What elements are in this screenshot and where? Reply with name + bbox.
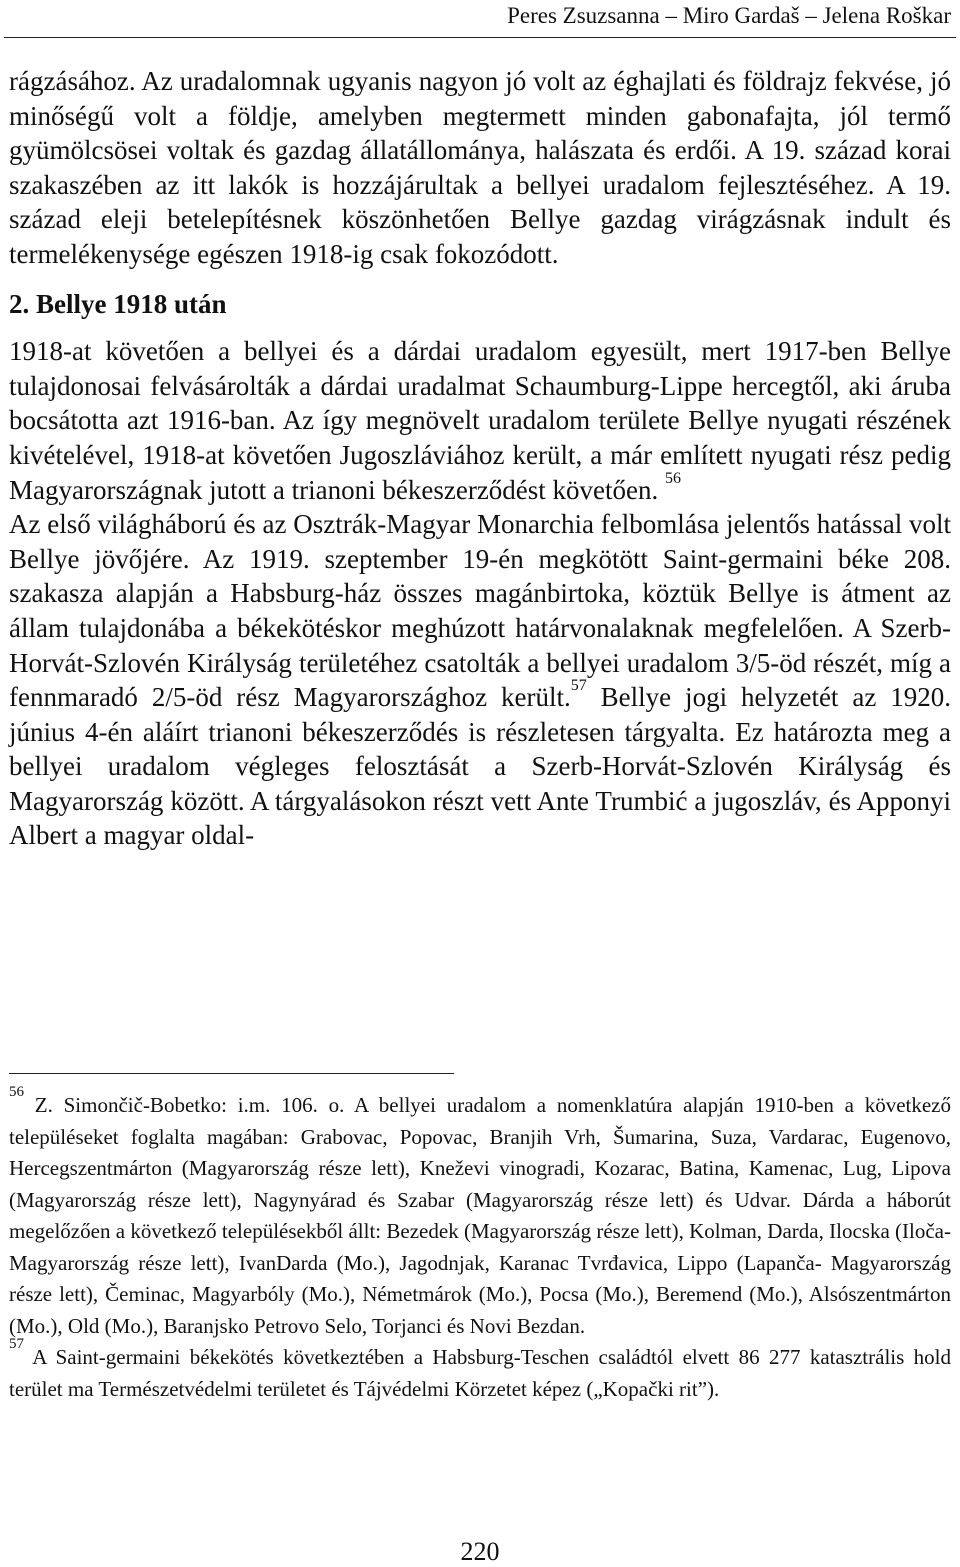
footnote-text: Z. Simončič-Bobetko: i.m. 106. o. A bellyei uradalom a nomenklatúra alapján 1910-ben a következő településeket foglalta magában: Grabovac, Popovac, Branjih Vrh, Šumarina, Suza, Vardarac, Eugenovo, Hercegszentmárton (Magyarország része lett), Kneževi vinogradi, Kozarac, Batina, Kamenac, Lug, Lipova (Magyarország része lett), Nagynyárad és Szabar (Magyarország része lett) és Udvar. Dárda a háborút megelőzően a következő településekből állt: Bezedek (Magyarország része lett), Kolman, Darda, Ilocska (Iloča- Magyarország része lett), IvanDarda (Mo.), Jagodnjak, Karanac Tvrđavica, Lippo (Lapanča- Magyarország része lett), Čeminac, Magyarbóly (Mo.), Németmárok (Mo.), Pocsa (Mo.), Beremend (Mo.), Alsószentmárton (Mo.), Old (Mo.), Baranjsko Petrovo Selo, Torjanci és Novi Bezdan.	[9, 1093, 951, 1338]
body-paragraph	[9, 334, 951, 507]
section-heading: 2. Bellye 1918 után	[9, 288, 227, 319]
footnote-text: A Saint-germaini békekötés következtében a Habsburg-Teschen családtól elvett 86 277 katasztrális hold terület ma Természetvédelmi területet és Tájvédelmi Körzetet képez („Kopački rit”).	[9, 1345, 951, 1401]
main-body	[9, 64, 951, 853]
footnote-divider	[9, 1073, 454, 1074]
page-number: 220	[460, 1537, 500, 1566]
body-paragraph-text: Az első világháború és az Osztrák-Magyar Monarchia felbomlása jelentős hatással volt Bellye jövőjére. Az 1919. szeptember 19-én megkötött Saint-germaini béke 208. szakasza alapján a Habsburg-ház összes magánbirtoka, köztük Bellye is átment az állam tulajdonába a békekötéskor meghúzott határvonalaknak megfelelően. A Szerb-Horvát-Szlovén Királyság területéhez csatolták a bellyei uradalom 3/5-öd részét, míg a fennmaradó 2/5-öd rész Magyarországhoz került.	[9, 509, 951, 713]
footnote-reference-56[interactable]: 56	[665, 469, 682, 487]
body-paragraph-text: Bellye jogi helyzetét az 1920. június 4-én aláírt trianoni békeszerződés is részletesen tárgyalta. Ez határozta meg a bellyei uradalom végleges felosztását a Szerb-Horvát-Szlovén Királyság és Magyarország között. A tárgyalásokon részt vett Ante Trumbić a jugoszláv, és Apponyi Albert a magyar oldal-	[9, 682, 951, 851]
footnotes	[9, 1084, 951, 1405]
footnote-57	[9, 1336, 951, 1405]
footnote-number: 56	[9, 1084, 24, 1100]
footnote-56	[9, 1084, 951, 1342]
footnote-number: 57	[9, 1336, 24, 1352]
body-paragraph-text: 1918-at követően a bellyei és a dárdai uradalom egyesült, mert 1917-ben Bellye tulajdonosai felvásárolták a dárdai uradalmat Schaumburg-Lippe hercegtől, aki áruba bocsátotta azt 1916-ban. Az így megnövelt uradalom területe Bellye nyugati részének kivételével, 1918-at követően Jugoszláviához került, a már említett nyugati rész pedig Magyarországnak jutott a trianoni békeszerződést követően.	[9, 336, 951, 505]
running-header: Peres Zsuzsanna – Miro Gardaš – Jelena Roškar	[507, 3, 951, 28]
body-paragraph: rágzásához. Az uradalomnak ugyanis nagyon jó volt az éghajlati és földrajz fekvése, jó minőségű volt a földje, amelyben megtermett minden gabonafajta, jól termő gyümölcsösei voltak és gazdag állatállománya, halászata és erdői. A 19. század korai szakaszében az itt lakók is hozzájárultak a bellyei uradalom fejlesztéséhez. A 19. század eleji betelepítésnek köszönhetően Bellye gazdag virágzásnak indult és termelékenysége egészen 1918-ig csak fokozódott.	[9, 66, 951, 269]
body-paragraph	[9, 507, 951, 853]
footnote-reference-57[interactable]: 57	[570, 677, 587, 695]
header-divider	[4, 37, 956, 38]
